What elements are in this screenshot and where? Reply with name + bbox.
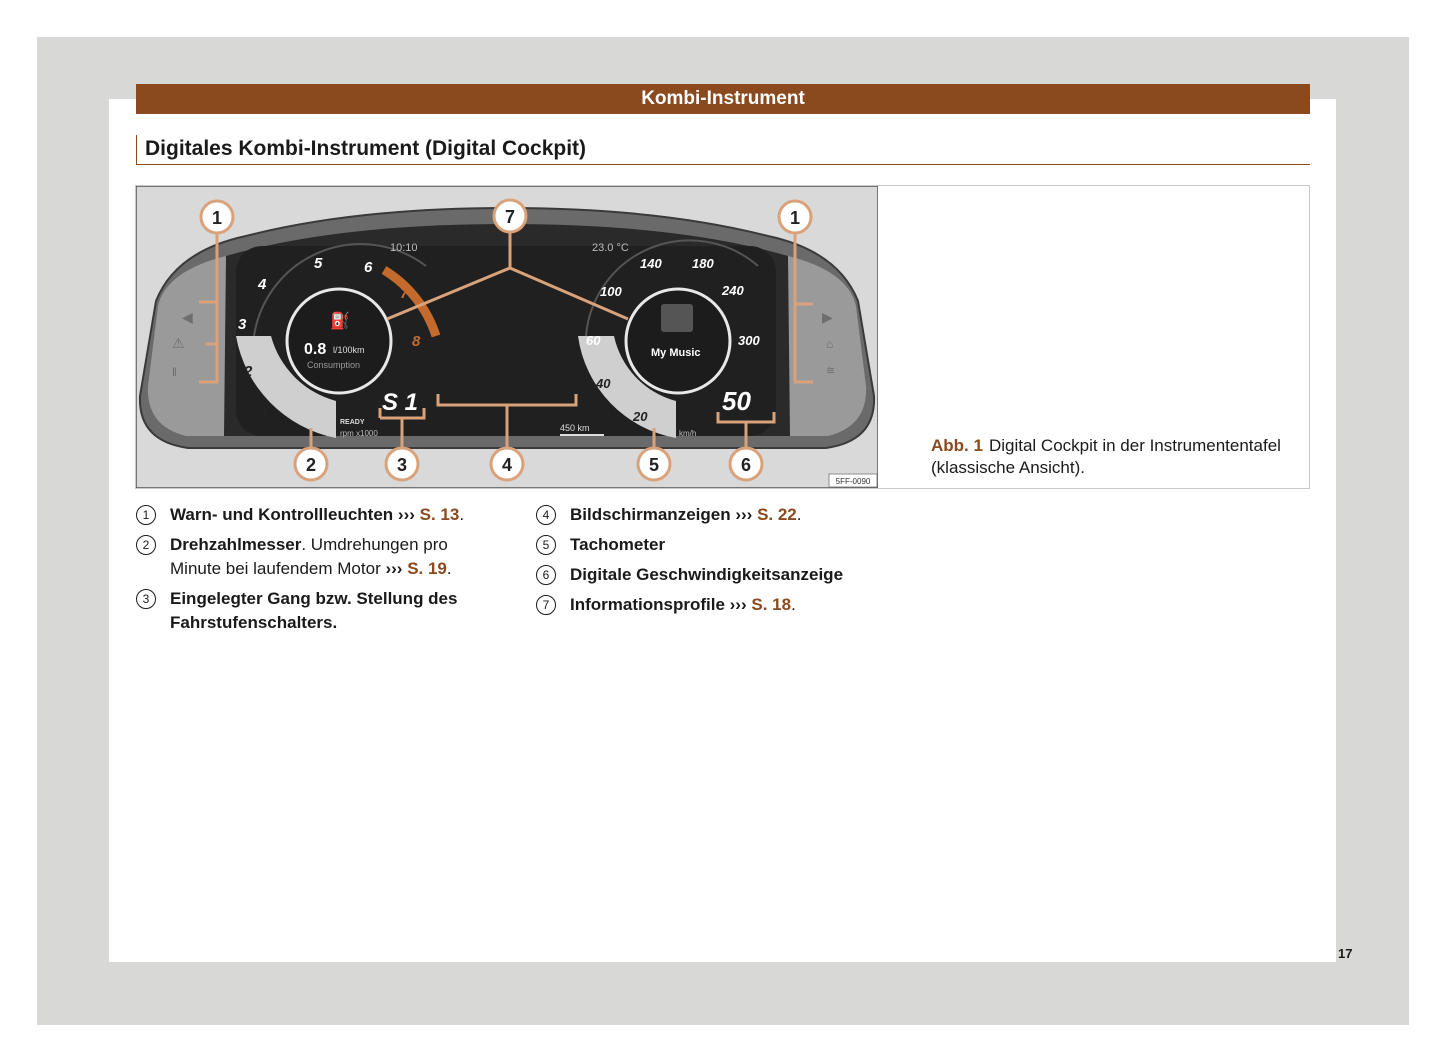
ready-indicator: READY (340, 419, 365, 426)
warning-triangle-icon: ⚠ (172, 335, 185, 351)
callout-1-left (201, 201, 233, 233)
svg-text:1: 1 (211, 208, 223, 228)
svg-text:7: 7 (504, 207, 516, 227)
legend-punctuation: . (796, 505, 802, 524)
svg-text:5: 5 (648, 455, 660, 475)
media-cover-icon (661, 304, 693, 332)
figure-code: 5FF-0090 (835, 477, 871, 486)
page-reference-link[interactable]: S. 19 (407, 559, 447, 578)
speed-tick: 240 (722, 283, 744, 298)
rpm-unit-label: rpm x1000 (340, 429, 378, 438)
legend-number: 3 (136, 589, 156, 609)
legend-punctuation: . (459, 505, 465, 524)
chapter-header: Kombi-Instrument (136, 84, 1310, 114)
legend-number: 6 (536, 565, 556, 585)
speed-tick: 40 (596, 376, 611, 391)
rpm-tick: 4 (258, 276, 267, 293)
legend-number: 2 (136, 535, 156, 555)
rpm-tick: 6 (364, 259, 373, 276)
speed-tick: 60 (586, 333, 601, 348)
figure-caption (931, 435, 1306, 479)
legend-item (536, 503, 916, 527)
range-value: 450 km (560, 423, 590, 433)
legend-column-left (136, 503, 498, 641)
svg-text:3: 3 (396, 455, 408, 475)
fuel-pump-icon: ⛽ (330, 313, 350, 330)
legend-item (136, 533, 498, 581)
warning-lamp-icon: ‖ (172, 365, 177, 379)
cross-reference-arrows: ››› (735, 505, 753, 524)
callout-6 (730, 448, 762, 480)
speed-unit: km/h (679, 429, 697, 438)
speed-tick: 140 (640, 256, 662, 271)
rpm-tick: 2 (244, 363, 253, 380)
callout-4 (491, 448, 523, 480)
speed-tick: 100 (600, 284, 622, 299)
page-reference-link[interactable]: S. 18 (751, 595, 792, 614)
turn-left-icon: ◀ (182, 309, 193, 325)
legend-term: Eingelegter Gang bzw. Stellung des Fahrstufenschalters. (170, 589, 458, 632)
rpm-tick: 5 (314, 255, 323, 272)
svg-text:1: 1 (789, 208, 801, 228)
svg-text:2: 2 (305, 455, 317, 475)
legend-term: Informationsprofile (570, 595, 725, 614)
speed-tick: 20 (633, 409, 648, 424)
legend-item (536, 593, 916, 617)
media-label: My Music (651, 347, 701, 359)
legend-term: Tachometer (570, 535, 666, 554)
consumption-value: 0.8 (304, 341, 327, 358)
legend-term: Warn- und Kontrollleuchten (170, 505, 394, 524)
legend-item (536, 533, 916, 557)
rpm-tick: 3 (238, 316, 247, 333)
outside-temperature: 23.0 °C (592, 242, 629, 254)
legend-number: 5 (536, 535, 556, 555)
engine-lamp-icon: ⌂ (826, 337, 834, 351)
legend-number: 4 (536, 505, 556, 525)
legend-number: 1 (136, 505, 156, 525)
cross-reference-arrows: ››› (385, 559, 403, 578)
clock-time: 10:10 (390, 242, 418, 254)
svg-text:4: 4 (501, 455, 513, 475)
legend-punctuation: . (446, 559, 452, 578)
callout-7 (494, 200, 526, 232)
section-title: Digitales Kombi-Instrument (Digital Cockpit) (136, 135, 1310, 165)
callout-1-right (779, 201, 811, 233)
cross-reference-arrows: ››› (729, 595, 747, 614)
legend-text: . Umdrehungen pro Minute bei laufendem Motor (170, 535, 448, 578)
callout-3 (386, 448, 418, 480)
turn-right-icon: ▶ (822, 309, 833, 325)
consumption-label: Consumption (307, 360, 361, 370)
cross-reference-arrows: ››› (397, 505, 415, 524)
callout-5 (638, 448, 670, 480)
rpm-tick: 7 (400, 285, 409, 302)
page-number: 17 (1338, 946, 1353, 961)
callout-2 (295, 448, 327, 480)
caption-text: Digital Cockpit in der Instrumententafel (klassische Ansicht). (931, 436, 1281, 477)
rpm-tick: 1 (260, 406, 269, 423)
legend-punctuation: . (791, 595, 796, 614)
legend-item (136, 587, 498, 635)
legend-term: Digitale Geschwindigkeitsanzeige (570, 565, 844, 584)
legend-number: 7 (536, 595, 556, 615)
page-reference-link[interactable]: S. 13 (419, 505, 460, 524)
page-reference-link[interactable]: S. 22 (757, 505, 797, 524)
caption-label: Abb. 1 (931, 436, 983, 455)
fog-lamp-icon: ≋ (826, 365, 836, 377)
digital-cockpit-illustration (136, 186, 878, 488)
svg-text:6: 6 (740, 455, 752, 475)
legend-term: Bildschirmanzeigen (570, 505, 731, 524)
legend-term: Drehzahlmesser (170, 535, 302, 554)
legend-column-right (536, 503, 916, 623)
legend-item (136, 503, 498, 527)
legend-item (536, 563, 916, 587)
speed-tick: 180 (692, 256, 714, 271)
gear-indicator: S 1 (382, 389, 419, 416)
digital-speed: 50 (722, 386, 751, 416)
speed-tick: 300 (738, 333, 760, 348)
rpm-tick: 8 (412, 333, 421, 350)
consumption-unit: l/100km (333, 345, 365, 355)
